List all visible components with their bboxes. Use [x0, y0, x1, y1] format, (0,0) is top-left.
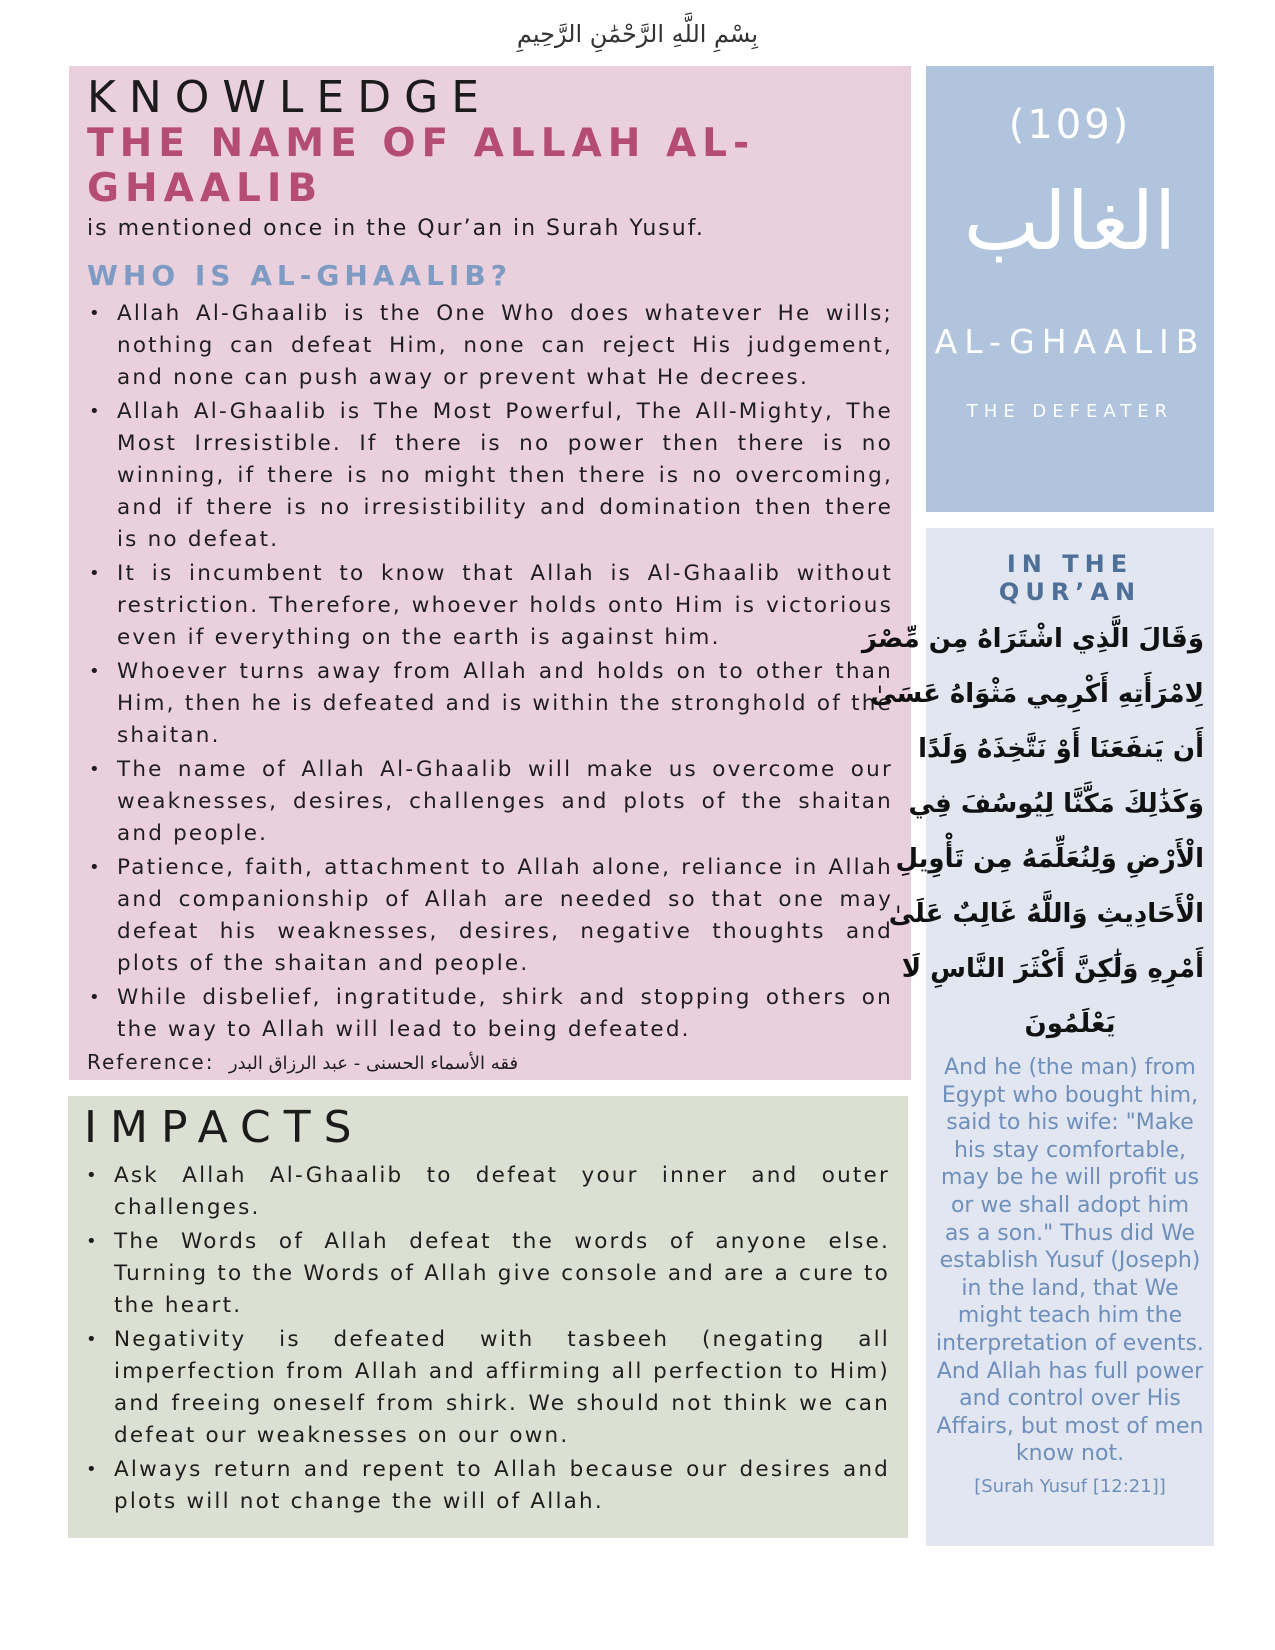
- knowledge-list: [87, 298, 893, 1046]
- list-item: • It is incumbent to know that Allah is Al-Ghaalib without restriction. Therefore, whoever holds onto Him is victorious even if everything on the earth is against him.: [87, 558, 893, 654]
- name-arabic: الغالب: [963, 175, 1177, 268]
- list-item: • Allah Al-Ghaalib is the One Who does whatever He wills; nothing can defeat Him, none can reject His judgement, and none can push away or prevent what He decrees.: [87, 298, 893, 394]
- verse-line: يَعْلَمُونَ: [1024, 1009, 1116, 1039]
- verse-translation: And he (the man) from Egypt who bought him, said to his wife: "Make his stay comfortable, may be he will profit us or we shall adopt him as a son." Thus did We establish Yusuf (Joseph) in the land, that We might teach him the interpretation of events. And Allah has full power and control over His Affairs, but most of men know not.: [936, 1055, 1204, 1467]
- verse-arabic: [861, 612, 1204, 1052]
- impacts-list: [84, 1160, 890, 1518]
- intro-text: is mentioned once in the Qur’an in Surah Yusuf.: [87, 216, 705, 242]
- list-item: • Ask Allah Al-Ghaalib to defeat your inner and outer challenges.: [84, 1160, 890, 1224]
- list-item: • Allah Al-Ghaalib is The Most Powerful, The All-Mighty, The Most Irresistible. If there is no power then there is no winning, if there is no might then there is no overcoming, and if there is no irresistibility and domination then there is no defeat.: [87, 396, 893, 556]
- impacts-panel: [68, 1096, 908, 1538]
- name-transliteration: AL-GHAALIB: [934, 322, 1206, 361]
- verse-line: الْأَحَادِيثِ وَاللَّهُ غَالِبٌ عَلَىٰ: [888, 899, 1204, 929]
- reference-label: Reference:: [87, 1050, 215, 1075]
- impacts-heading: IMPACTS: [84, 1102, 365, 1153]
- list-item: • The Words of Allah defeat the words of anyone else. Turning to the Words of Allah give console and are a cure to the heart.: [84, 1226, 890, 1322]
- knowledge-heading: KNOWLEDGE: [87, 72, 492, 123]
- list-item: • Patience, faith, attachment to Allah alone, reliance in Allah and companionship of Allah are needed so that one may defeat his weaknesses, desires, negative thoughts and plots of the shaitan and people.: [87, 852, 893, 980]
- list-item: • The name of Allah Al-Ghaalib will make us overcome our weaknesses, desires, challenges and plots of the shaitan and people.: [87, 754, 893, 850]
- quran-panel: [861, 528, 1214, 1546]
- verse-source: [Surah Yusuf [12:21]]: [974, 1475, 1166, 1497]
- quran-heading: IN THE QUR’AN: [998, 550, 1142, 606]
- list-item: • Always return and repent to Allah because our desires and plots will not change the will of Allah.: [84, 1454, 890, 1518]
- name-meaning: THE DEFEATER: [966, 401, 1174, 422]
- verse-line: وَقَالَ الَّذِي اشْتَرَاهُ مِن مِّصْرَ: [861, 624, 1204, 654]
- verse-line: لِامْرَأَتِهِ أَكْرِمِي مَثْوَاهُ عَسَىٰ: [870, 679, 1204, 709]
- verse-line: أَن يَنفَعَنَا أَوْ نَتَّخِذَهُ وَلَدًا: [918, 734, 1204, 764]
- list-item: • While disbelief, ingratitude, shirk and stopping others on the way to Allah will lead to being defeated.: [87, 982, 893, 1046]
- bismillah-calligraphy: بِسْمِ اللَّهِ الرَّحْمَٰنِ الرَّحِيمِ: [516, 20, 759, 48]
- verse-line: الْأَرْضِ وَلِنُعَلِّمَهُ مِن تَأْوِيلِ: [895, 844, 1204, 874]
- name-title: THE NAME OF ALLAH AL-GHAALIB: [87, 121, 756, 212]
- knowledge-panel: [69, 66, 911, 1080]
- verse-line: وَكَذَٰلِكَ مَكَّنَّا لِيُوسُفَ فِي: [908, 789, 1204, 819]
- list-item: • Negativity is defeated with tasbeeh (negating all imperfection from Allah and affirming all perfection to Him) and freeing oneself from shirk. We should not think we can defeat our weaknesses on our own.: [84, 1324, 890, 1452]
- reference: [87, 1050, 893, 1074]
- name-number: (109): [1008, 102, 1132, 148]
- verse-line: أَمْرِهِ وَلَٰكِنَّ أَكْثَرَ النَّاسِ لَا: [901, 954, 1204, 984]
- reference-source: فقه الأسماء الحسنى - عبد الرزاق البدر: [228, 1053, 519, 1075]
- list-item: • Whoever turns away from Allah and holds on to other than Him, then he is defeated and is within the stronghold of the shaitan.: [87, 656, 893, 752]
- who-heading: WHO IS AL-GHAALIB?: [87, 258, 512, 292]
- name-card: [926, 66, 1214, 512]
